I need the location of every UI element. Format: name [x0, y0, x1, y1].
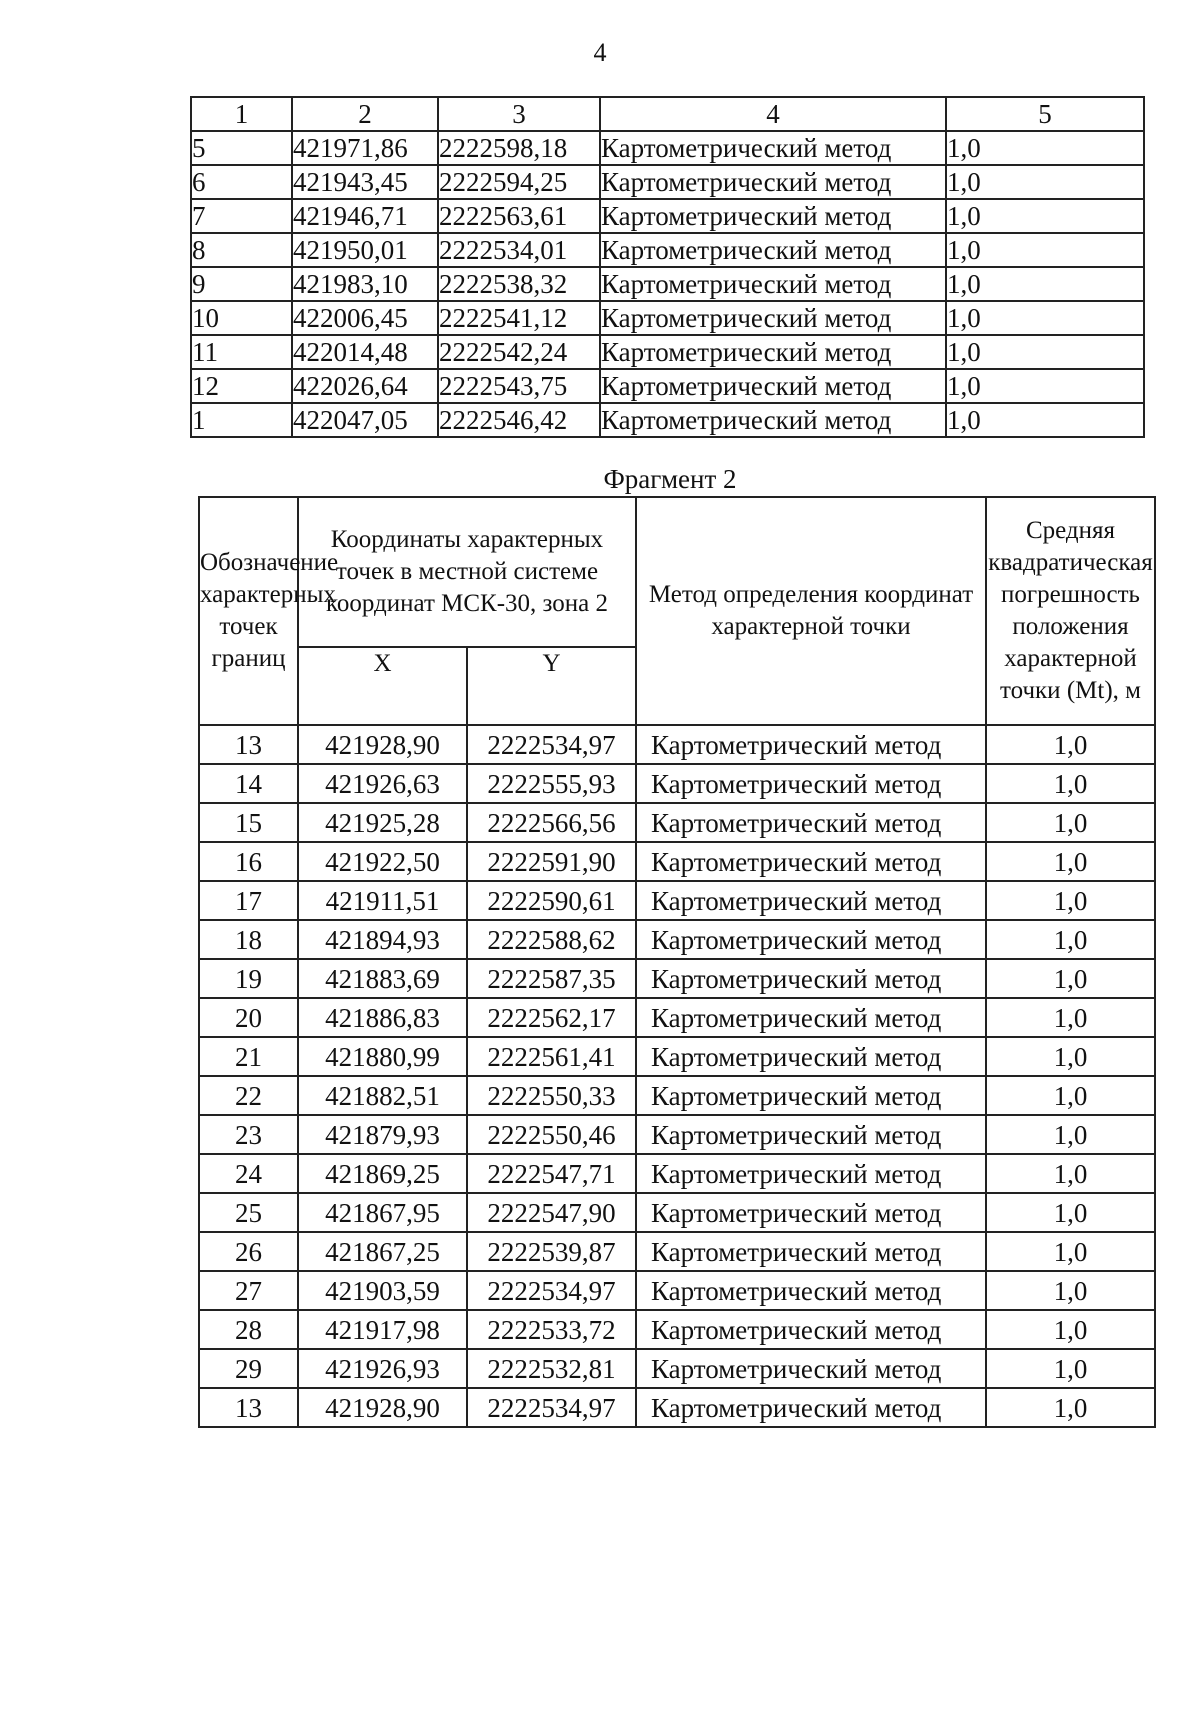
- table-row: [199, 1193, 1155, 1232]
- coordinates-header: Координаты характерных точек в местной системе координат МСК-30, зона 2: [298, 497, 636, 647]
- error-cell: 1,0: [986, 1154, 1155, 1193]
- error-cell: 1,0: [946, 403, 1144, 437]
- method-cell: Картометрический метод: [636, 998, 986, 1037]
- method-cell: Картометрический метод: [636, 1349, 986, 1388]
- point-number-cell: 15: [199, 803, 298, 842]
- error-cell: 1,0: [986, 1193, 1155, 1232]
- column-number-row: [191, 97, 1144, 131]
- point-number-cell: 13: [199, 1388, 298, 1427]
- y-coordinate-cell: 2222550,33: [467, 1076, 636, 1115]
- y-coordinate-cell: 2222534,01: [438, 233, 600, 267]
- x-coordinate-cell: 421894,93: [298, 920, 467, 959]
- y-coordinate-cell: 2222534,97: [467, 725, 636, 764]
- x-coordinate-cell: 421882,51: [298, 1076, 467, 1115]
- x-coordinate-cell: 421971,86: [292, 131, 438, 165]
- x-coordinate-cell: 421867,25: [298, 1232, 467, 1271]
- x-coordinate-cell: 421869,25: [298, 1154, 467, 1193]
- error-cell: 1,0: [986, 1271, 1155, 1310]
- column-number: 3: [438, 97, 600, 131]
- point-number-cell: 26: [199, 1232, 298, 1271]
- error-cell: 1,0: [986, 1310, 1155, 1349]
- x-coordinate-cell: 421922,50: [298, 842, 467, 881]
- table-row: [199, 881, 1155, 920]
- x-coordinate-cell: 421926,93: [298, 1349, 467, 1388]
- x-coordinate-cell: 421950,01: [292, 233, 438, 267]
- table-row: [199, 725, 1155, 764]
- method-cell: Картометрический метод: [636, 803, 986, 842]
- table-row: [199, 764, 1155, 803]
- y-coordinate-cell: 2222532,81: [467, 1349, 636, 1388]
- x-coordinate-cell: 422006,45: [292, 301, 438, 335]
- y-coordinate-cell: 2222563,61: [438, 199, 600, 233]
- point-number-cell: 22: [199, 1076, 298, 1115]
- method-cell: Картометрический метод: [636, 1115, 986, 1154]
- point-number-cell: 29: [199, 1349, 298, 1388]
- method-cell: Картометрический метод: [636, 764, 986, 803]
- y-coordinate-cell: 2222591,90: [467, 842, 636, 881]
- method-cell: Картометрический метод: [636, 1232, 986, 1271]
- x-coordinate-cell: 421886,83: [298, 998, 467, 1037]
- error-cell: 1,0: [986, 725, 1155, 764]
- coordinates-table-2: [198, 496, 1156, 1428]
- table-row: [191, 199, 1144, 233]
- error-cell: 1,0: [986, 1076, 1155, 1115]
- point-number-cell: 1: [191, 403, 292, 437]
- method-cell: Картометрический метод: [600, 403, 946, 437]
- point-number-cell: 25: [199, 1193, 298, 1232]
- x-coordinate-cell: 422026,64: [292, 369, 438, 403]
- method-cell: Картометрический метод: [636, 1388, 986, 1427]
- error-cell: 1,0: [986, 998, 1155, 1037]
- point-number-cell: 16: [199, 842, 298, 881]
- point-number-cell: 7: [191, 199, 292, 233]
- method-cell: Картометрический метод: [600, 335, 946, 369]
- error-cell: 1,0: [986, 803, 1155, 842]
- error-cell: 1,0: [986, 920, 1155, 959]
- method-cell: Картометрический метод: [600, 131, 946, 165]
- table-row: [199, 1154, 1155, 1193]
- x-coordinate-cell: 421911,51: [298, 881, 467, 920]
- point-number-cell: 12: [191, 369, 292, 403]
- point-number-cell: 5: [191, 131, 292, 165]
- point-number-cell: 21: [199, 1037, 298, 1076]
- table-row: [199, 1349, 1155, 1388]
- y-coordinate-cell: 2222541,12: [438, 301, 600, 335]
- error-cell: 1,0: [986, 881, 1155, 920]
- point-number-cell: 10: [191, 301, 292, 335]
- table-row: [199, 1310, 1155, 1349]
- error-cell: 1,0: [986, 959, 1155, 998]
- error-cell: 1,0: [986, 1232, 1155, 1271]
- point-number-cell: 24: [199, 1154, 298, 1193]
- point-number-cell: 13: [199, 725, 298, 764]
- error-cell: 1,0: [946, 369, 1144, 403]
- error-cell: 1,0: [946, 233, 1144, 267]
- x-coordinate-cell: 422047,05: [292, 403, 438, 437]
- table-row: [199, 1232, 1155, 1271]
- table-row: [199, 1037, 1155, 1076]
- x-coordinate-cell: 421867,95: [298, 1193, 467, 1232]
- method-cell: Картометрический метод: [636, 959, 986, 998]
- method-cell: Картометрический метод: [636, 1310, 986, 1349]
- y-coordinate-cell: 2222542,24: [438, 335, 600, 369]
- method-cell: Картометрический метод: [636, 1271, 986, 1310]
- table-row: [199, 842, 1155, 881]
- coordinates-table-1: [190, 96, 1145, 438]
- method-cell: Картометрический метод: [600, 233, 946, 267]
- method-cell: Картометрический метод: [636, 1037, 986, 1076]
- column-number: 1: [191, 97, 292, 131]
- point-number-cell: 17: [199, 881, 298, 920]
- y-coordinate-cell: 2222594,25: [438, 165, 600, 199]
- x-coordinate-cell: 421946,71: [292, 199, 438, 233]
- table-row: [199, 1271, 1155, 1310]
- y-coordinate-cell: 2222550,46: [467, 1115, 636, 1154]
- method-cell: Картометрический метод: [636, 1076, 986, 1115]
- x-coordinate-cell: 421925,28: [298, 803, 467, 842]
- y-coordinate-cell: 2222538,32: [438, 267, 600, 301]
- method-cell: Картометрический метод: [600, 369, 946, 403]
- y-coordinate-cell: 2222555,93: [467, 764, 636, 803]
- method-cell: Картометрический метод: [636, 1193, 986, 1232]
- method-cell: Картометрический метод: [600, 165, 946, 199]
- x-coordinate-cell: 421879,93: [298, 1115, 467, 1154]
- designation-header: Обозначение характерных точек границ: [199, 497, 298, 725]
- y-coordinate-cell: 2222546,42: [438, 403, 600, 437]
- error-cell: 1,0: [946, 199, 1144, 233]
- point-number-cell: 6: [191, 165, 292, 199]
- table-row: [191, 301, 1144, 335]
- method-header: Метод определения координат характерной точки: [636, 497, 986, 725]
- column-number: 5: [946, 97, 1144, 131]
- error-cell: 1,0: [946, 165, 1144, 199]
- point-number-cell: 11: [191, 335, 292, 369]
- x-coordinate-cell: 421880,99: [298, 1037, 467, 1076]
- method-cell: Картометрический метод: [636, 725, 986, 764]
- y-coordinate-cell: 2222588,62: [467, 920, 636, 959]
- error-header: Средняя квадратическая погрешность положения характерной точки (Mt), м: [986, 497, 1155, 725]
- table-row: [191, 335, 1144, 369]
- x-coordinate-cell: 421928,90: [298, 725, 467, 764]
- error-cell: 1,0: [986, 1388, 1155, 1427]
- x-coordinate-cell: 421926,63: [298, 764, 467, 803]
- y-coordinate-cell: 2222534,97: [467, 1271, 636, 1310]
- table-row: [191, 131, 1144, 165]
- point-number-cell: 27: [199, 1271, 298, 1310]
- y-coordinate-cell: 2222534,97: [467, 1388, 636, 1427]
- point-number-cell: 18: [199, 920, 298, 959]
- y-coordinate-cell: 2222562,17: [467, 998, 636, 1037]
- column-number: 2: [292, 97, 438, 131]
- error-cell: 1,0: [986, 1349, 1155, 1388]
- table-row: [191, 165, 1144, 199]
- table-row: [199, 803, 1155, 842]
- error-cell: 1,0: [986, 1037, 1155, 1076]
- table-row: [191, 233, 1144, 267]
- error-cell: 1,0: [986, 764, 1155, 803]
- point-number-cell: 9: [191, 267, 292, 301]
- method-cell: Картометрический метод: [636, 842, 986, 881]
- table-row: [199, 959, 1155, 998]
- table-row: [199, 1076, 1155, 1115]
- y-coordinate-cell: 2222539,87: [467, 1232, 636, 1271]
- table-row: [191, 403, 1144, 437]
- point-number-cell: 23: [199, 1115, 298, 1154]
- point-number-cell: 8: [191, 233, 292, 267]
- fragment-title: Фрагмент 2: [603, 464, 737, 494]
- y-coordinate-cell: 2222561,41: [467, 1037, 636, 1076]
- page-number: 4: [593, 38, 607, 67]
- method-cell: Картометрический метод: [600, 301, 946, 335]
- x-coordinate-cell: 421943,45: [292, 165, 438, 199]
- y-coordinate-cell: 2222533,72: [467, 1310, 636, 1349]
- y-header: Y: [467, 647, 636, 725]
- y-coordinate-cell: 2222566,56: [467, 803, 636, 842]
- x-coordinate-cell: 421883,69: [298, 959, 467, 998]
- method-cell: Картометрический метод: [636, 881, 986, 920]
- x-header: X: [298, 647, 467, 725]
- table-row: [191, 369, 1144, 403]
- point-number-cell: 19: [199, 959, 298, 998]
- y-coordinate-cell: 2222543,75: [438, 369, 600, 403]
- x-coordinate-cell: 421928,90: [298, 1388, 467, 1427]
- method-cell: Картометрический метод: [636, 1154, 986, 1193]
- y-coordinate-cell: 2222590,61: [467, 881, 636, 920]
- method-cell: Картометрический метод: [600, 199, 946, 233]
- table-row: [199, 1115, 1155, 1154]
- error-cell: 1,0: [946, 131, 1144, 165]
- point-number-cell: 14: [199, 764, 298, 803]
- method-cell: Картометрический метод: [600, 267, 946, 301]
- point-number-cell: 20: [199, 998, 298, 1037]
- point-number-cell: 28: [199, 1310, 298, 1349]
- error-cell: 1,0: [986, 1115, 1155, 1154]
- table-row: [199, 920, 1155, 959]
- error-cell: 1,0: [946, 301, 1144, 335]
- column-number: 4: [600, 97, 946, 131]
- x-coordinate-cell: 421903,59: [298, 1271, 467, 1310]
- error-cell: 1,0: [946, 267, 1144, 301]
- x-coordinate-cell: 421983,10: [292, 267, 438, 301]
- error-cell: 1,0: [986, 842, 1155, 881]
- y-coordinate-cell: 2222547,90: [467, 1193, 636, 1232]
- table-row: [199, 1388, 1155, 1427]
- table-row: [199, 998, 1155, 1037]
- error-cell: 1,0: [946, 335, 1144, 369]
- y-coordinate-cell: 2222598,18: [438, 131, 600, 165]
- y-coordinate-cell: 2222587,35: [467, 959, 636, 998]
- method-cell: Картометрический метод: [636, 920, 986, 959]
- table-row: [191, 267, 1144, 301]
- x-coordinate-cell: 421917,98: [298, 1310, 467, 1349]
- header-row: [199, 497, 1155, 647]
- x-coordinate-cell: 422014,48: [292, 335, 438, 369]
- y-coordinate-cell: 2222547,71: [467, 1154, 636, 1193]
